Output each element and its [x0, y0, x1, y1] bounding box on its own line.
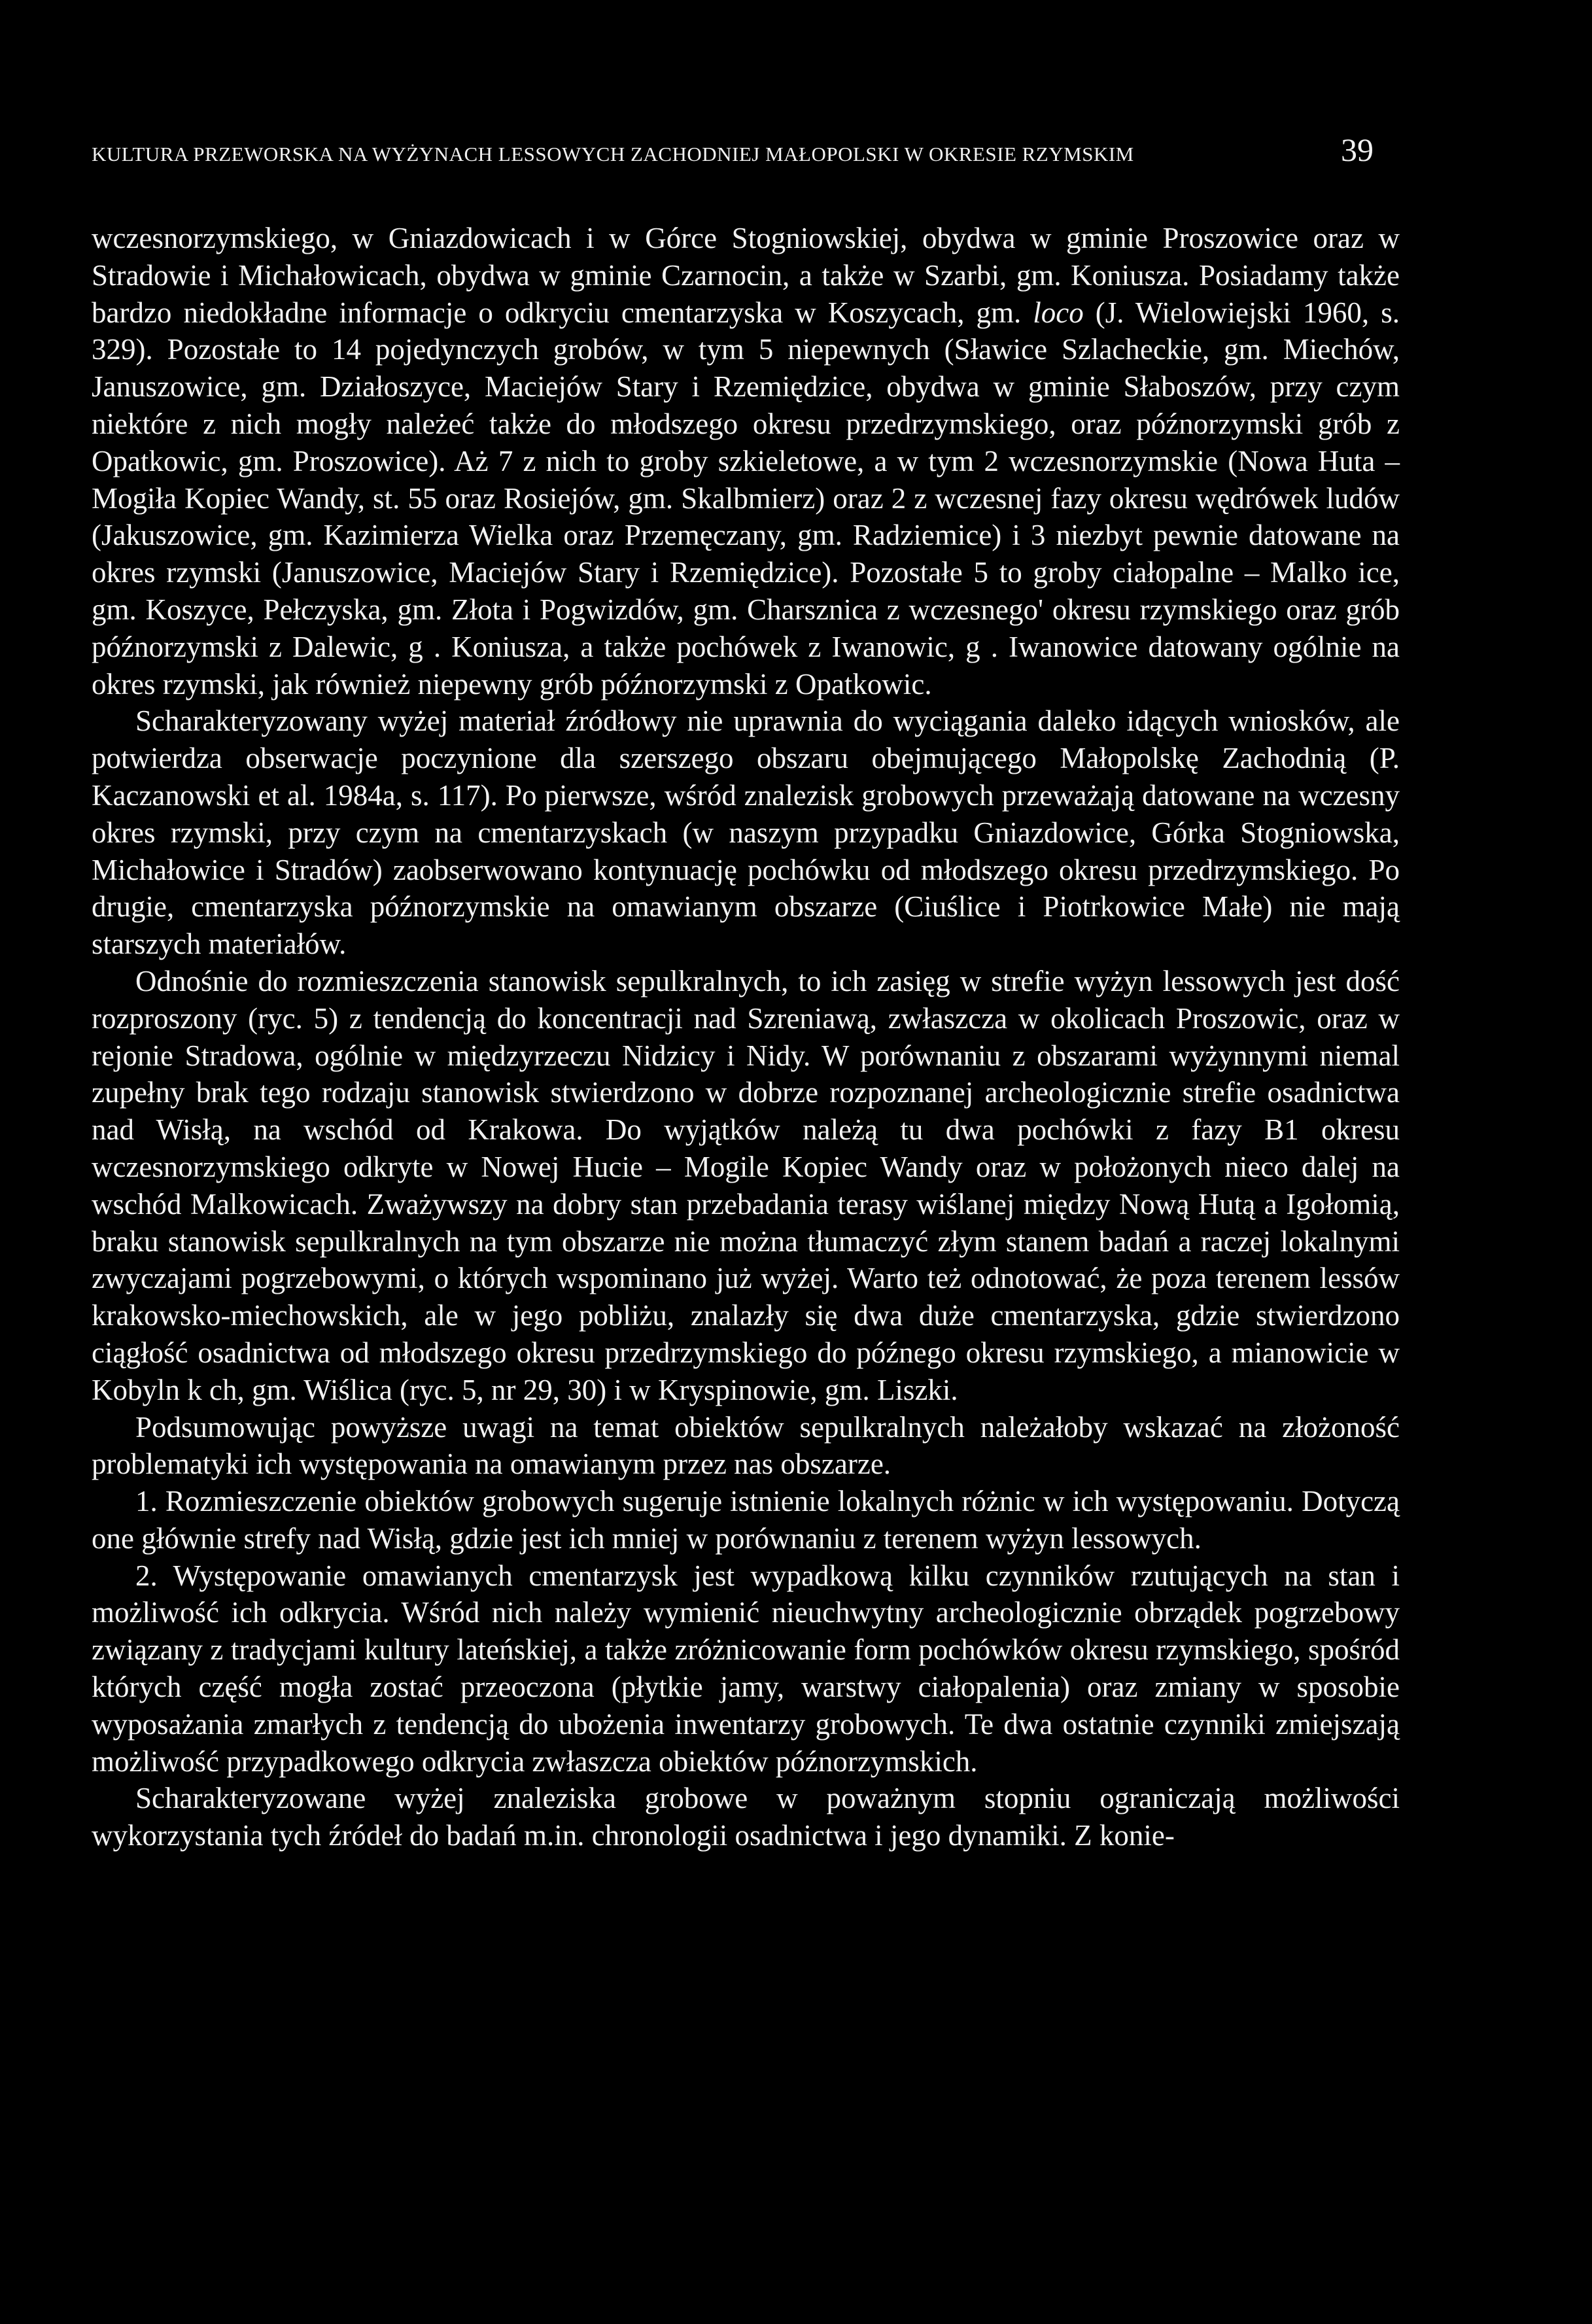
- page-header: [92, 131, 1400, 169]
- paragraph-3: Odnośnie do rozmieszczenia stanowisk sepulkralnych, to ich zasięg w strefie wyżyn lessowych jest dość rozproszony (ryc. 5) z tendencją do koncentracji nad Szreniawą, zwłaszcza w okolicach Proszowic, oraz w rejonie Stradowa, ogólnie w międzyrzeczu Nidzicy i Nidy. W porównaniu z obszarami wyżynnymi niemal zupełny brak tego rodzaju stanowisk stwierdzono w dobrze rozpoznanej archeologicznie strefie osadnictwa nad Wisłą, na wschód od Krakowa. Do wyjątków należą tu dwa pochówki z fazy B1 okresu wczesnorzymskiego odkryte w Nowej Hucie – Mogile Kopiec Wandy oraz w położonych nieco dalej na wschód Malkowicach. Zważywszy na dobry stan przebadania terasy wiślanej między Nową Hutą a Igołomią, braku stanowisk sepulkralnych na tym obszarze nie można tłumaczyć złym stanem badań a raczej lokalnymi zwyczajami pogrzebowymi, o których wspominano już wyżej. Warto też odnotować, że poza terenem lessów krakowsko-miechowskich, ale w jego pobliżu, znalazły się dwa duże cmentarzyska, gdzie stwierdzono ciągłość osadnictwa od młodszego okresu przedrzymskiego do późnego okresu rzymskiego, a mianowicie w Kobyln k ch, gm. Wiślica (ryc. 5, nr 29, 30) i w Kryspinowie, gm. Liszki.: [92, 964, 1400, 1406]
- paragraph-1: [92, 220, 1400, 702]
- page: [92, 131, 1400, 1854]
- running-head: KULTURA PRZEWORSKA NA WYŻYNACH LESSOWYCH ZACHODNIEJ MAŁOPOLSKI W OKRESIE RZYMSKIM: [92, 143, 1134, 165]
- paragraph-4: Podsumowując powyższe uwagi na temat obiektów sepulkralnych należałoby wskazać na złożoność problematyki ich występowania na omawianym przez nas obszarze.: [92, 1410, 1400, 1481]
- body-text: [92, 220, 1400, 1854]
- paragraph-1-italic: loco: [1033, 296, 1084, 329]
- paragraph-2: Scharakteryzowany wyżej materiał źródłowy nie uprawnia do wyciągania daleko idących wniosków, ale potwierdza obserwacje poczynione dla szerszego obszaru obejmującego Małopolskę Zachodnią (P. Kaczanowski et al. 1984a, s. 117). Po pierwsze, wśród znalezisk grobowych przeważają datowane na wczesny okres rzymski, przy czym na cmentarzyskach (w naszym przypadku Gniazdowice, Górka Stogniowska, Michałowice i Stradów) zaobserwowano kontynuację pochówku od młodszego okresu przedrzymskiego. Po drugie, cmentarzyska późnorzymskie na omawianym obszarze (Ciuślice i Piotrkowice Małe) nie mają starszych materiałów.: [92, 704, 1400, 961]
- paragraph-1-text-b: (J. Wielowiejski 1960, s. 329). Pozostałe to 14 pojedynczych grobów, w tym 5 niepewnych (Sławice Szlacheckie, gm. Miechów, Januszowice, gm. Działoszyce, Maciejów Stary i Rzemiędzice, obydwa w gminie Słaboszów, przy czym niektóre z nich mogły należeć także do młodszego okresu przedrzymskiego, oraz późnorzymski grób z Opatkowic, gm. Proszowice). Aż 7 z nich to groby szkieletowe, a w tym 2 wczesnorzymskie (Nowa Huta – Mogiła Kopiec Wandy, st. 55 oraz Rosiejów, gm. Skalbmierz) oraz 2 z wczesnej fazy okresu wędrówek ludów (Jakuszowice, gm. Kazimierza Wielka oraz Przemęczany, gm. Radziemice) i 3 niezbyt pewnie datowane na okres rzymski (Januszowice, Maciejów Stary i Rzemiędzice). Pozostałe 5 to groby ciałopalne – Malko ice, gm. Koszyce, Pełczyska, gm. Złota i Pogwizdów, gm. Charsznica z wczesnego' okresu rzymskiego oraz grób późnorzymski z Dalewic, g . Koniusza, a także pochówek z Iwanowic, g . Iwanowice datowany ogólnie na okres rzymski, jak również niepewny grób późnorzymski z Opatkowic.: [92, 296, 1400, 701]
- paragraph-1-text-a: wczesnorzymskiego, w Gniazdowicach i w Górce Stogniowskiej, obydwa w gminie Proszowice oraz w Stradowie i Michałowicach, obydwa w gminie Czarnocin, a także w Szarbi, gm. Koniusza. Posiadamy także bardzo niedokładne informacje o odkryciu cmentarzyska w Koszycach, gm.: [92, 222, 1400, 329]
- page-number: 39: [1341, 131, 1374, 168]
- paragraph-7: Scharakteryzowane wyżej znaleziska grobowe w poważnym stopniu ograniczają możliwości wykorzystania tych źródeł do badań m.in. chronologii osadnictwa i jego dynamiki. Z konie-: [92, 1782, 1400, 1852]
- paragraph-6: 2. Występowanie omawianych cmentarzysk jest wypadkową kilku czynników rzutujących na stan i możliwość ich odkrycia. Wśród nich należy wymienić nieuchwytny archeologicznie obrządek pogrzebowy związany z tradycjami kultury lateńskiej, a także zróżnicowanie form pochówków okresu rzymskiego, spośród których część mogła zostać przeoczona (płytkie jamy, warstwy ciałopalenia) oraz zmiany w sposobie wyposażania zmarłych z tendencją do ubożenia inwentarzy grobowych. Te dwa ostatnie czynniki zmiejszają możliwość przypadkowego odkrycia zwłaszcza obiektów późnorzymskich.: [92, 1559, 1400, 1778]
- paragraph-5: 1. Rozmieszczenie obiektów grobowych sugeruje istnienie lokalnych różnic w ich występowaniu. Dotyczą one głównie strefy nad Wisłą, gdzie jest ich mniej w porównaniu z terenem wyżyn lessowych.: [92, 1485, 1400, 1555]
